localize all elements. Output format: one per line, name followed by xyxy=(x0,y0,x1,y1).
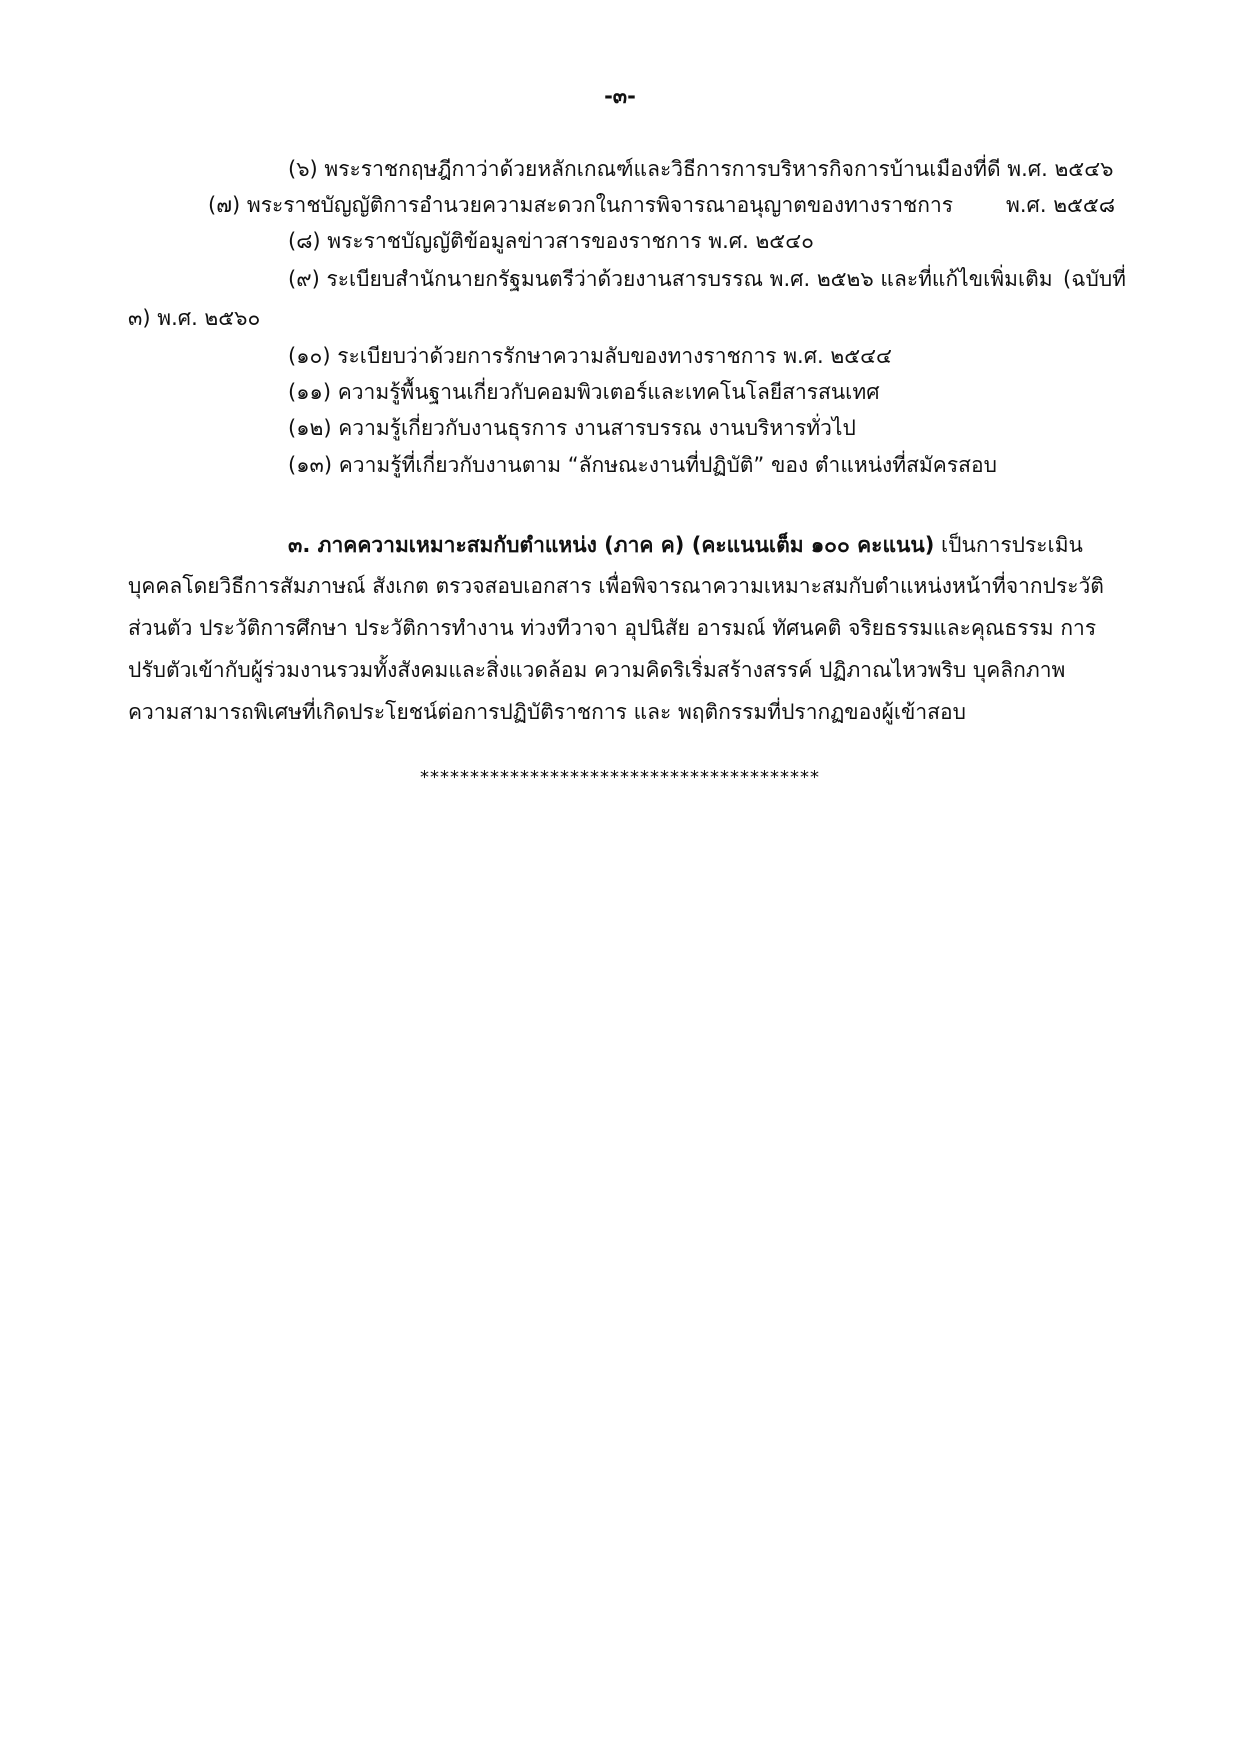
section-3-line-2: บุคคลโดยวิธีการสัมภาษณ์ สังเกต ตรวจสอบเอกสาร เพื่อพิจารณาความเหมาะสมกับตำแหน่งหน้าที่จากประวัติ xyxy=(128,574,1104,598)
end-separator: **************************************** xyxy=(420,767,820,788)
page-number: -๓- xyxy=(604,84,636,108)
section-3-line-3: ส่วนตัว ประวัติการศึกษา ประวัติการทำงาน ท่วงทีวาจา อุปนิสัย อารมณ์ ทัศนคติ จริยธรรมและคุณธรรม การ xyxy=(128,616,1097,640)
list-item-11: (๑๑) ความรู้พื้นฐานเกี่ยวกับคอมพิวเตอร์และเทคโนโลยีสารสนเทศ xyxy=(288,380,880,404)
section-3-first-line xyxy=(288,530,1083,560)
section-3-heading: ๓. ภาคความเหมาะสมกับตำแหน่ง (ภาค ค) (คะแนนเต็ม ๑๐๐ คะแนน) xyxy=(288,533,935,557)
list-item-9-edition: (ฉบับที่ xyxy=(1063,267,1126,291)
list-item-8: (๘) พระราชบัญญัติข้อมูลข่าวสารของราชการ พ.ศ. ๒๕๔๐ xyxy=(288,229,814,253)
section-3-first-line-rest: เป็นการประเมิน xyxy=(941,533,1083,557)
section-3-line-4: ปรับตัวเข้ากับผู้ร่วมงานรวมทั้งสังคมและสิ่งแวดล้อม ความคิดริเริ่มสร้างสรรค์ ปฏิภาณไหวพริบ บุคลิกภาพ xyxy=(128,658,1066,682)
list-item-7-date: พ.ศ. ๒๕๕๘ xyxy=(1006,193,1116,217)
section-3-line-5: ความสามารถพิเศษที่เกิดประโยชน์ต่อการปฏิบัติราชการ และ พฤติกรรมที่ปรากฏของผู้เข้าสอบ xyxy=(128,700,966,724)
list-item-6: (๖) พระราชกฤษฎีกาว่าด้วยหลักเกณฑ์และวิธีการการบริหารกิจการบ้านเมืองที่ดี พ.ศ. ๒๕๔๖ xyxy=(288,157,1114,181)
list-item-12: (๑๒) ความรู้เกี่ยวกับงานธุรการ งานสารบรรณ งานบริหารทั่วไป xyxy=(288,416,856,440)
list-item-7: (๗) พระราชบัญญัติการอำนวยความสะดวกในการพิจารณาอนุญาตของทางราชการ xyxy=(208,193,954,217)
list-item-9-continuation: ๓) พ.ศ. ๒๕๖๐ xyxy=(128,306,261,330)
list-item-9: (๙) ระเบียบสำนักนายกรัฐมนตรีว่าด้วยงานสารบรรณ พ.ศ. ๒๕๒๖ และที่แก้ไขเพิ่มเติม xyxy=(288,267,1053,291)
list-item-10: (๑๐) ระเบียบว่าด้วยการรักษาความลับของทางราชการ พ.ศ. ๒๕๔๔ xyxy=(288,344,892,368)
list-item-13: (๑๓) ความรู้ที่เกี่ยวกับงานตาม “ลักษณะงานที่ปฏิบัติ” ของ ตำแหน่งที่สมัครสอบ xyxy=(288,453,997,477)
